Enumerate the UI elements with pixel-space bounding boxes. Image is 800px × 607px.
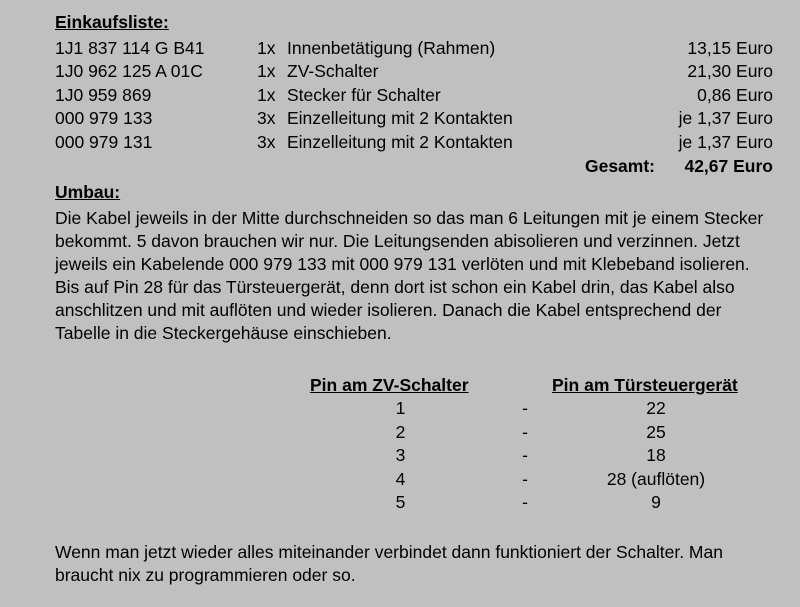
umbau-heading: Umbau:: [55, 182, 121, 202]
part-number: 1J0 959 869: [55, 85, 152, 105]
quantity: 1x: [257, 38, 276, 58]
pin-table-header: [310, 374, 770, 397]
pin-tsg: 25: [646, 421, 666, 442]
pin-tsg: 22: [646, 398, 666, 418]
separator: -: [522, 421, 528, 442]
quantity: 3x: [257, 108, 276, 128]
part-number: 000 979 133: [55, 108, 153, 128]
umbau-text: Die Kabel jeweils in der Mitte durchschneiden so das man 6 Leitungen mit je einem Stecker bekommt. 5 davon brauchen wir nur. Die Leitungsenden abisolieren und verzinnen. Jetzt jeweils ein Kabelende 000 979 133 mit 000 979 131 verlöten und mit Klebeband isolieren. Bis auf Pin 28 für das Türsteuergerät, denn dort ist schon ein Kabel drin, das Kabel also anschlitzen und mit auflöten und wieder isolieren. Danach die Kabel entsprechend der Tabelle in die Steckergehäuse einschieben.: [55, 208, 764, 343]
quantity: 1x: [257, 61, 276, 81]
pin-tsg: 18: [646, 445, 666, 465]
footer-text: Wenn man jetzt wieder alles miteinander verbindet dann funktioniert der Schalter. Man braucht nix zu programmieren oder so.: [55, 542, 723, 585]
separator: -: [522, 468, 528, 489]
shopping-list-heading: Einkaufsliste:: [55, 12, 169, 32]
description: ZV-Schalter: [287, 61, 379, 81]
total-value: 42,67 Euro: [684, 156, 773, 176]
pin-zv: 1: [395, 398, 406, 418]
price: je 1,37 Euro: [678, 108, 773, 128]
table-row: [310, 491, 770, 515]
total-row: [55, 155, 773, 178]
pin-zv: 4: [395, 468, 406, 489]
price: 13,15 Euro: [687, 38, 773, 58]
table-row: [310, 397, 770, 421]
description: Einzelleitung mit 2 Kontakten: [287, 132, 513, 152]
pin-zv: 5: [395, 492, 406, 512]
list-item: [55, 60, 773, 83]
list-item: [55, 84, 773, 107]
price: 21,30 Euro: [687, 61, 773, 81]
table-row: [310, 444, 770, 468]
part-number: 000 979 131: [55, 132, 153, 152]
separator: -: [522, 492, 528, 512]
total-label: Gesamt:: [584, 156, 655, 176]
pin-tsg: 28 (auflöten): [606, 468, 706, 489]
pin-zv: 3: [395, 445, 406, 465]
description: Einzelleitung mit 2 Kontakten: [287, 108, 513, 128]
quantity: 1x: [257, 85, 276, 105]
part-number: 1J1 837 114 G B41: [55, 38, 205, 58]
header-tuersteuergeraet: Pin am Türsteuergerät: [552, 375, 738, 395]
list-item: [55, 37, 773, 60]
price: 0,86 Euro: [697, 85, 773, 105]
list-item: [55, 131, 773, 154]
description: Innenbetätigung (Rahmen): [287, 38, 496, 58]
header-zv-schalter: Pin am ZV-Schalter: [310, 375, 469, 395]
pin-zv: 2: [395, 421, 406, 442]
separator: -: [522, 398, 528, 418]
table-row: [310, 421, 770, 445]
list-item: [55, 107, 773, 130]
quantity: 3x: [257, 132, 276, 152]
pin-table: [310, 374, 770, 515]
part-number: 1J0 962 125 A 01C: [55, 61, 203, 81]
price: je 1,37 Euro: [678, 132, 773, 152]
pin-tsg: 9: [651, 492, 661, 512]
separator: -: [522, 445, 528, 465]
table-row: [310, 468, 770, 492]
description: Stecker für Schalter: [287, 85, 441, 105]
